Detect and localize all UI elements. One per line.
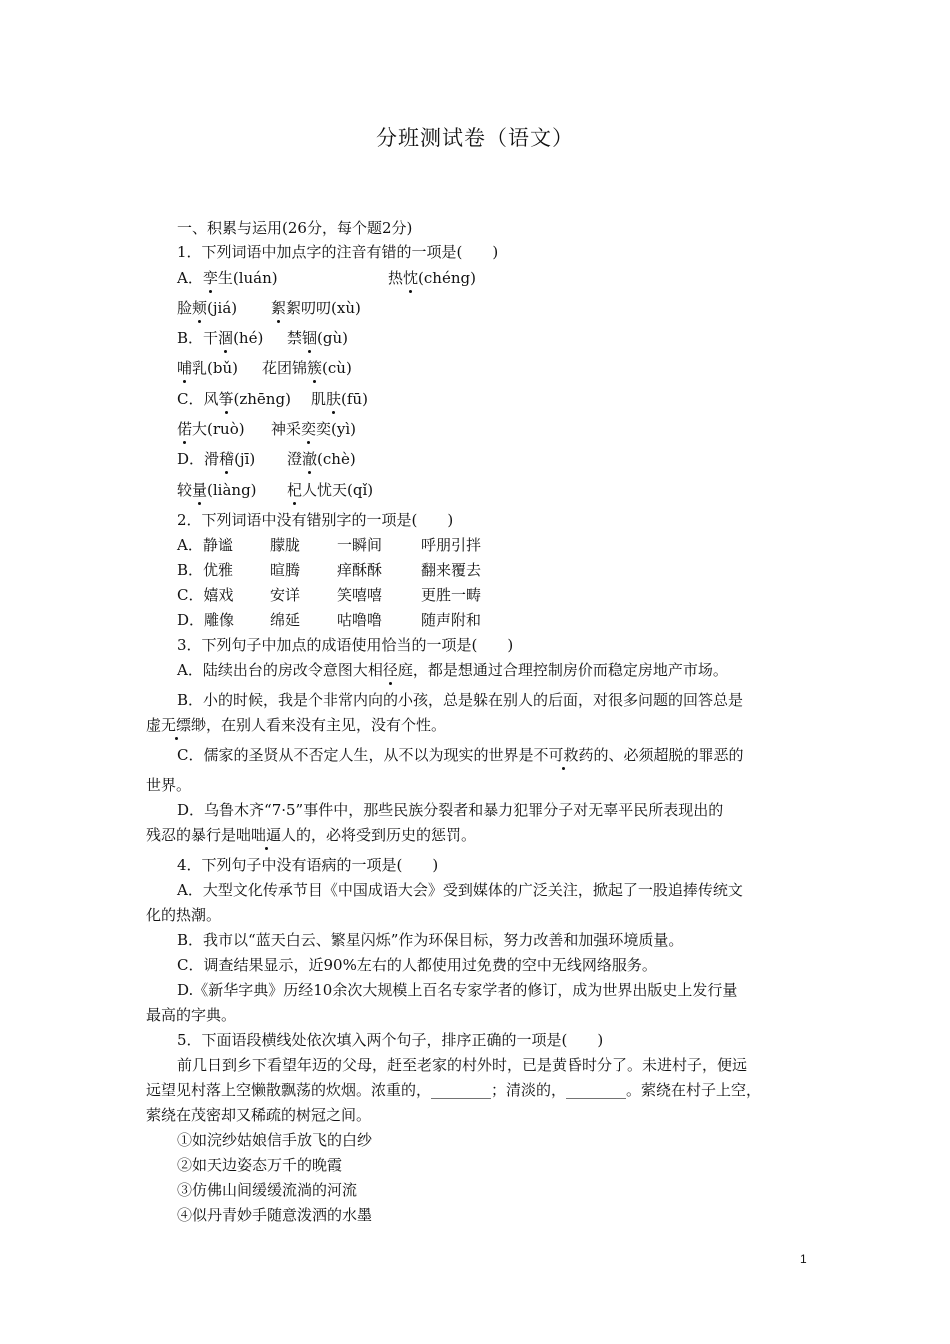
emphasis-dot-phrase: 不可救药 bbox=[533, 746, 594, 764]
emphasis-dot-char: 涸 bbox=[218, 329, 234, 347]
q4-option-c: C．调查结果显示，近90%左右的人都使用过免费的空中无线网络服务。 bbox=[177, 956, 657, 974]
q4-option-a-line2: 化的热潮。 bbox=[146, 906, 222, 924]
q3-stem: 3．下列句子中加点的成语使用恰当的一项是( ) bbox=[177, 636, 514, 654]
emphasis-dot-phrase: 相径庭 bbox=[367, 661, 413, 679]
q2-option-a: A．静谧 朦胧 一瞬间 呼朋引拌 bbox=[177, 536, 482, 554]
q3-option-d-line1: D．乌鲁木齐“7·5”事件中，那些民族分裂者和暴力犯罪分子对无辜平民所表现出的 bbox=[177, 801, 724, 819]
section-heading: 一、积累与运用(26分，每个题2分) bbox=[177, 219, 413, 237]
emphasis-dot-char: 澈 bbox=[302, 450, 318, 468]
q1-option-c-item4: 神采奕奕(yì) bbox=[271, 420, 357, 438]
q3-option-c-line2: 世界。 bbox=[146, 776, 192, 794]
q1-option-d-line1: D．滑稽(jī) bbox=[177, 450, 256, 468]
emphasis-dot-char: 筝 bbox=[218, 390, 234, 408]
q5-sentence-3: ③仿佛山间缓缓流淌的河流 bbox=[177, 1181, 358, 1199]
q5-sentence-2: ②如天边姿态万千的晚霞 bbox=[177, 1156, 343, 1174]
q1-option-c-item2: 肌肤(fū) bbox=[311, 390, 368, 408]
q1-option-d-item2: 澄澈(chè) bbox=[287, 450, 356, 468]
q4-option-a-line1: A．大型文化传承节目《中国成语大会》受到媒体的广泛关注，掀起了一股追捧传统文 bbox=[177, 881, 743, 899]
q2-stem: 2．下列词语中没有错别字的一项是( ) bbox=[177, 511, 454, 529]
q4-option-d-line1: D.《新华字典》历经10余次大规模上百名专家学者的修订，成为世界出版史上发行量 bbox=[177, 981, 738, 999]
q4-option-b: B．我市以“蓝天白云、繁星闪烁”作为环保目标，努力改善和加强环境质量。 bbox=[177, 931, 684, 949]
q1-option-a-line1: A．孪生(luán) bbox=[177, 269, 278, 287]
q1-option-a-line2: 脸颊(jiá) bbox=[177, 299, 238, 317]
q1-option-a-item2: 热忱(chéng) bbox=[388, 269, 476, 287]
q5-passage-line3: 萦绕在茂密却又稀疏的树冠之间。 bbox=[146, 1106, 372, 1124]
q4-stem: 4．下列句子中没有语病的一项是( ) bbox=[177, 856, 439, 874]
emphasis-dot-char: 量 bbox=[192, 481, 208, 499]
q1-option-d-line2: 较量(liàng) bbox=[177, 481, 257, 499]
q5-sentence-1: ①如浣纱姑娘信手放飞的白纱 bbox=[177, 1131, 373, 1149]
q2-option-d: D．雕像 绵延 咕噜噜 随声附和 bbox=[177, 611, 482, 629]
q3-option-b-line2: 虚无缥缈，在别人看来没有主见，没有个性。 bbox=[146, 716, 447, 734]
emphasis-dot-char: 肤 bbox=[326, 390, 342, 408]
q2-option-c: C．嬉戏 安详 笑嘻嘻 更胜一畴 bbox=[177, 586, 482, 604]
emphasis-dot-char: 絮 bbox=[271, 299, 287, 317]
q1-option-b-line2: 哺乳(bǔ) bbox=[177, 359, 238, 377]
emphasis-dot-phrase: 咄咄逼人 bbox=[236, 826, 297, 844]
q1-stem: 1．下列词语中加点字的注音有错的一项是( ) bbox=[177, 243, 499, 261]
page-number: 1 bbox=[800, 1252, 807, 1266]
q5-sentence-4: ④似丹青妙手随意泼洒的水墨 bbox=[177, 1206, 373, 1224]
q3-option-d-line2: 残忍的暴行是咄咄逼人的，必将受到历史的惩罚。 bbox=[146, 826, 477, 844]
q3-option-c-line1: C．儒家的圣贤从不否定人生，从不以为现实的世界是不可救药的、必须超脱的罪恶的 bbox=[177, 746, 744, 764]
q1-option-b-item4: 花团锦簇(cù) bbox=[262, 359, 352, 377]
emphasis-dot-char: 哺 bbox=[177, 359, 193, 377]
emphasis-dot-char: 锢 bbox=[302, 329, 318, 347]
q1-option-c-line2: 偌大(ruò) bbox=[177, 420, 245, 438]
q1-option-b-item2: 禁锢(gù) bbox=[287, 329, 348, 347]
emphasis-dot-char: 稽 bbox=[219, 450, 235, 468]
q3-option-a: A．陆续出台的房改令意图大相径庭，都是想通过合理控制房价而稳定房地产市场。 bbox=[177, 661, 728, 679]
q1-option-c-line1: C．风筝(zhēng) bbox=[177, 390, 291, 408]
emphasis-dot-phrase: 虚无缥缈 bbox=[146, 716, 207, 734]
emphasis-dot-char: 偌 bbox=[177, 420, 193, 438]
emphasis-dot-char: 颊 bbox=[192, 299, 208, 317]
q1-option-b-line1: B．干涸(hé) bbox=[177, 329, 264, 347]
q3-option-b-line1: B．小的时候，我是个非常内向的小孩，总是躲在别人的后面，对很多问题的回答总是 bbox=[177, 691, 744, 709]
page-title: 分班测试卷（语文） bbox=[376, 126, 574, 150]
q1-option-d-item4: 杞人忧天(qǐ) bbox=[287, 481, 374, 499]
q1-option-a-item4: 絮絮叨叨(xù) bbox=[271, 299, 361, 317]
emphasis-dot-char: 簇 bbox=[307, 359, 323, 377]
q4-option-d-line2: 最高的字典。 bbox=[146, 1006, 237, 1024]
q2-option-b: B．优雅 暄腾 痒酥酥 翻来覆去 bbox=[177, 561, 482, 579]
q5-passage-line2: 远望见村落上空懒散飘荡的炊烟。浓重的，________；清淡的，________。萦绕在村子上空， bbox=[146, 1081, 762, 1099]
emphasis-dot-char: 忱 bbox=[403, 269, 419, 287]
emphasis-dot-char: 杞 bbox=[287, 481, 303, 499]
emphasis-dot-char: 孪 bbox=[202, 269, 218, 287]
q5-stem: 5．下面语段横线处依次填入两个句子，排序正确的一项是( ) bbox=[177, 1031, 604, 1049]
q5-passage-line1: 前几日到乡下看望年迈的父母，赶至老家的村外时，已是黄昏时分了。未进村子，便远 bbox=[177, 1056, 748, 1074]
emphasis-dot-char: 奕 bbox=[301, 420, 317, 438]
